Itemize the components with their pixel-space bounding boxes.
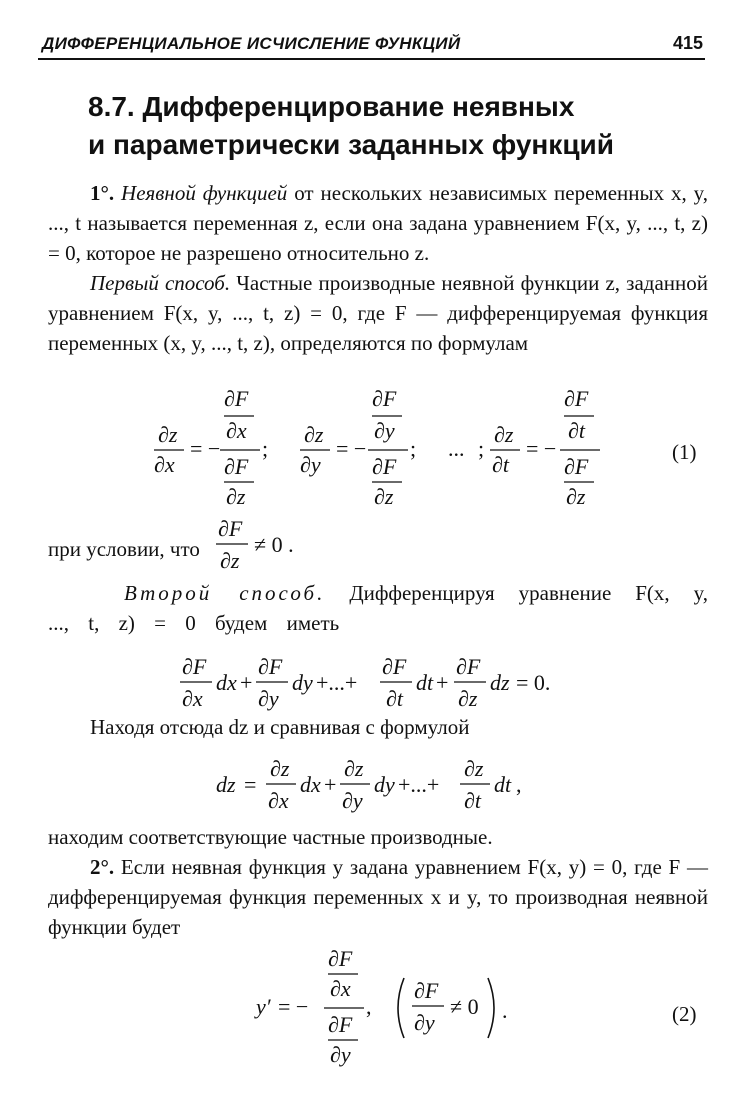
svg-text:;: ; [478,436,485,461]
formula-dz [214,752,554,822]
svg-text:≠ 0 .: ≠ 0 . [254,532,294,557]
equation-number-2: (2) [672,1002,697,1026]
paragraph-definition [48,178,708,268]
svg-text:∂x: ∂x [330,976,351,1001]
paragraph-method-1 [48,268,708,358]
svg-text:;: ; [262,436,269,461]
svg-text:dt: dt [494,772,512,797]
two-variables-text: Если неявная функция y задана уравнением F(x, y) = 0, где F — дифференцируемая функция переменных x и y, то производная неявной функции будет [48,855,708,939]
svg-text:∂z: ∂z [344,756,364,781]
svg-text:∂z: ∂z [566,484,586,509]
svg-text:∂x: ∂x [268,788,289,813]
svg-text:∂t: ∂t [568,418,585,443]
svg-text:∂F: ∂F [328,1012,353,1037]
svg-text:.: . [502,998,508,1023]
svg-text:∂y: ∂y [258,686,279,711]
svg-text:∂y: ∂y [342,788,363,813]
svg-text:∂x: ∂x [154,452,175,477]
svg-text:∂F: ∂F [218,516,243,541]
term-implicit-function: Неявной функцией [121,181,288,205]
svg-text:∂F: ∂F [182,654,207,679]
svg-text:∂F: ∂F [382,654,407,679]
svg-text:+: + [436,670,449,695]
svg-text:= −: = − [278,994,309,1019]
svg-text:∂t: ∂t [464,788,481,813]
svg-text:∂z: ∂z [464,756,484,781]
condition-text: при условии, что [48,537,200,561]
svg-text:∂y: ∂y [330,1042,351,1067]
method-1-text: Частные производные неявной функции z, заданной уравнением F(x, y, ..., t, z) = 0, где F — дифференцируемая функция переменных (x, y, ..., t, z), определяются по формулам [48,271,709,355]
svg-text:dy: dy [292,670,313,695]
svg-text:∂x: ∂x [182,686,203,711]
svg-text:,: , [516,772,522,797]
svg-text:∂z: ∂z [494,422,514,447]
item-marker-2: 2°. [90,855,115,879]
svg-text:∂z: ∂z [158,422,178,447]
svg-text:∂F: ∂F [456,654,481,679]
svg-text:∂F: ∂F [224,386,249,411]
paragraph-compare: Находя отсюда dz и сравнивая с формулой [90,715,470,739]
page-number: 415 [672,33,703,53]
svg-text:...: ... [448,436,465,461]
svg-text:≠ 0: ≠ 0 [450,994,479,1019]
paragraph-method-2 [48,578,708,638]
svg-text:∂t: ∂t [386,686,403,711]
section-title-line1: 8.7. Дифференцирование неявных [88,91,575,122]
svg-text:dz: dz [490,670,510,695]
svg-text:+: + [324,772,337,797]
svg-text:= −: = − [526,436,557,461]
svg-text:∂F: ∂F [414,978,439,1003]
svg-text:= 0.: = 0. [516,670,551,695]
svg-text:dt: dt [416,670,434,695]
svg-text:,: , [366,994,372,1019]
method-2-text: Дифференцируя уравнение F(x, y, ..., t, z) = 0 будем иметь [48,581,708,635]
term-first-method: Первый способ. [90,271,231,295]
svg-text:∂F: ∂F [564,386,589,411]
svg-text:∂F: ∂F [372,454,397,479]
svg-text:∂F: ∂F [328,946,353,971]
svg-text:∂F: ∂F [372,386,397,411]
svg-text:∂z: ∂z [226,484,246,509]
svg-text:+...+: +...+ [316,670,358,695]
running-title: ДИФФЕРЕНЦИАЛЬНОЕ ИСЧИСЛЕНИЕ ФУНКЦИЙ [42,34,461,53]
equation-number-1: (1) [672,440,697,464]
svg-text:∂x: ∂x [226,418,247,443]
svg-text:∂z: ∂z [304,422,324,447]
section-title [88,88,708,164]
svg-text:dy: dy [374,772,395,797]
section-title-line2: и параметрически заданных функций [88,129,614,160]
paragraph-two-variables [48,852,708,942]
item-marker-1: 1°. [90,181,115,205]
svg-text:+...+: +...+ [398,772,440,797]
svg-text:dx: dx [300,772,321,797]
running-head [38,28,705,60]
formula-1 [140,384,660,514]
term-second-method: Второй способ. [124,581,326,605]
formula-2 [252,944,532,1074]
formula-total-differential [178,650,598,720]
svg-text:∂y: ∂y [300,452,321,477]
svg-text:y′: y′ [256,994,271,1019]
svg-text:+: + [240,670,253,695]
svg-text:∂z: ∂z [458,686,478,711]
formula-condition [214,514,324,576]
svg-text:∂F: ∂F [224,454,249,479]
svg-text:∂F: ∂F [564,454,589,479]
svg-text:dx: dx [216,670,237,695]
paragraph-result: находим соответствующие частные производные. [48,825,493,849]
svg-text:∂F: ∂F [258,654,283,679]
svg-text:∂z: ∂z [270,756,290,781]
svg-text:∂y: ∂y [414,1010,435,1035]
svg-text:=: = [244,772,257,797]
svg-text:dz: dz [216,772,236,797]
svg-text:∂y: ∂y [374,418,395,443]
svg-text:= −: = − [336,436,367,461]
svg-text:= −: = − [190,436,221,461]
svg-text:∂z: ∂z [374,484,394,509]
svg-text:∂t: ∂t [492,452,509,477]
svg-text:;: ; [410,436,417,461]
definition-text: от нескольких независимых переменных x, y, ..., t называется переменная z, если она задана уравнением F(x, y, ..., t, z) = 0, которое не разрешено относительно z. [48,181,709,265]
svg-text:∂z: ∂z [220,548,240,573]
